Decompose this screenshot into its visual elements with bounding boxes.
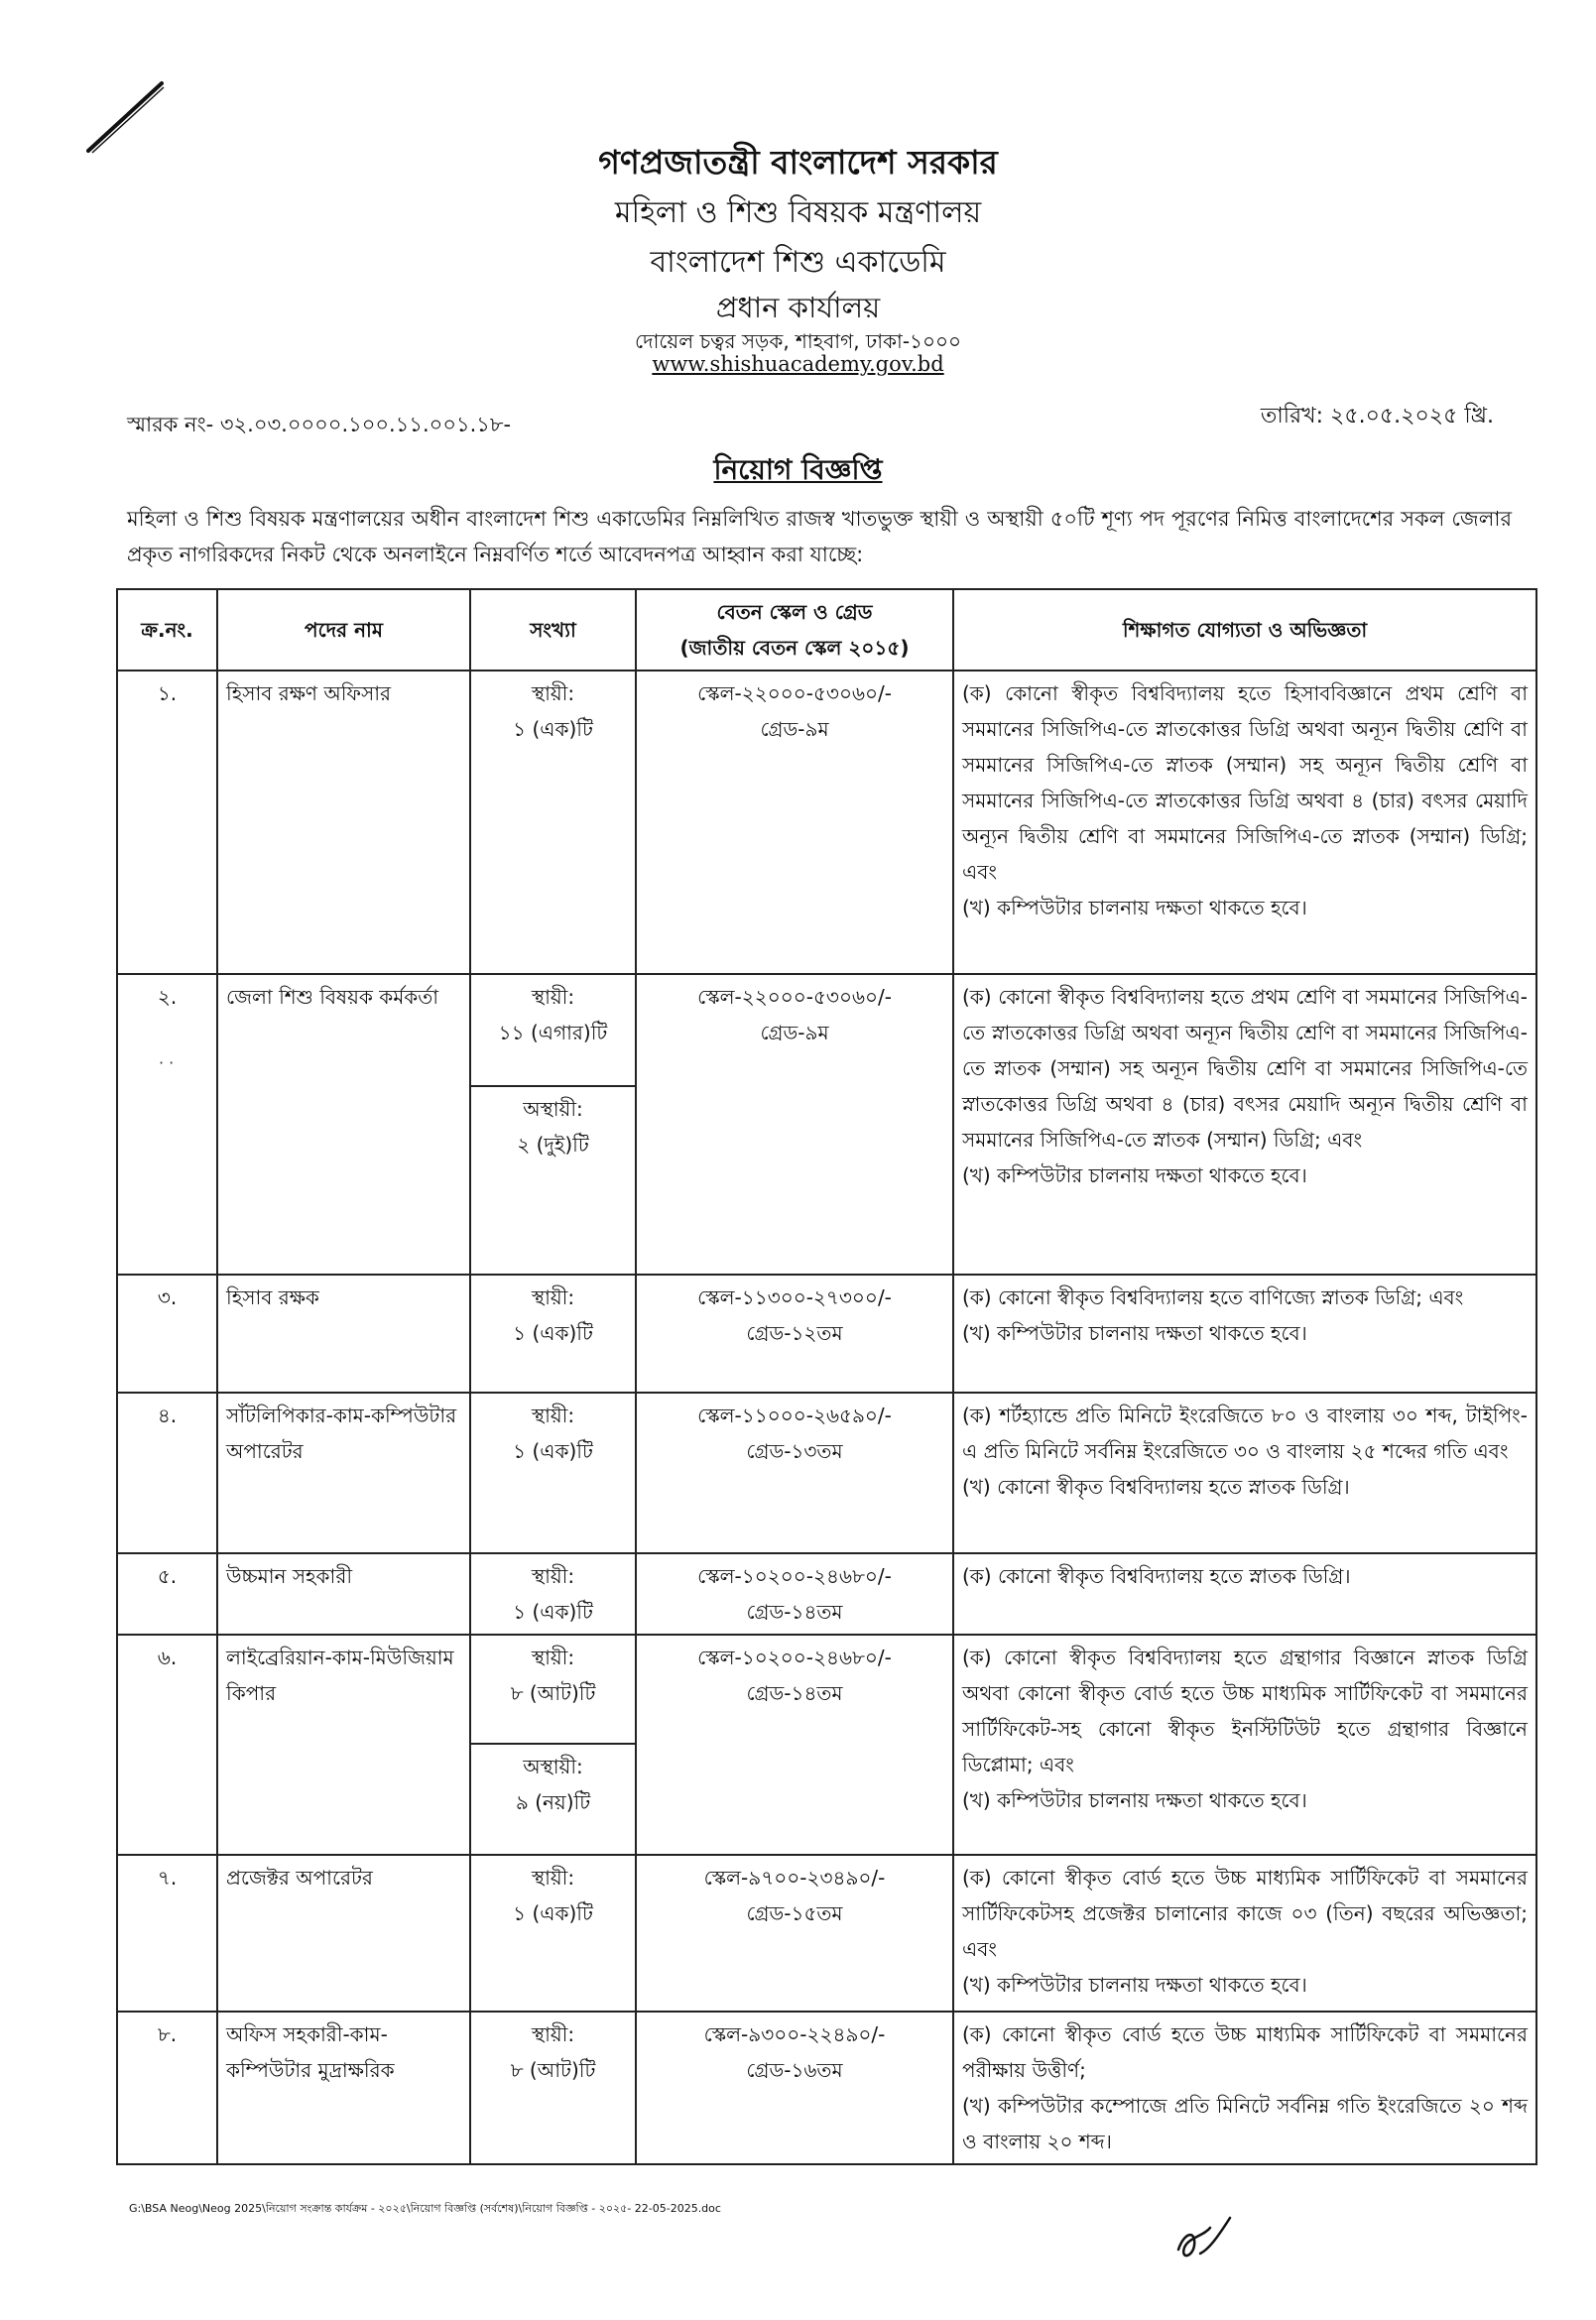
scale-value: স্কেল-১১০০০-২৬৫৯০/- xyxy=(697,1404,892,1427)
file-path-footer: G:\BSA Neog\Neog 2025\নিয়োগ সংক্রান্ত কার্যক্রম - ২০২৫\নিয়োগ বিজ্ঞপ্তি (সর্বশেষ)\নিয়োগ বিজ্ঞপ্তি - ২০২৫- 22-05-2025.doc xyxy=(129,2202,721,2215)
count-value: ১ (এক)টি xyxy=(513,1439,593,1463)
qualification-a: (ক) কোনো স্বীকৃত বোর্ড হতে উচ্চ মাধ্যমিক সার্টিফিকেট বা সমমানের সার্টিফিকেটসহ প্রজেক্টর চালানোর কাজে ০৩ (তিন) বছরের অভিজ্ঞতা; এবং xyxy=(962,1866,1528,1961)
notice-date: তারিখ: ২৫.০৫.২০২৫ খ্রি. xyxy=(1260,404,1494,428)
row-qualification xyxy=(953,1553,1536,1635)
qualification-a: (ক) কোনো স্বীকৃত বিশ্ববিদ্যালয় হতে প্রথম শ্রেণি বা সমমানের সিজিপিএ-তে স্নাতকোত্তর ডিগ্রি অথবা অন্যূন দ্বিতীয় শ্রেণি বা সমমানের সিজিপিএ-তে স্নাতক (সম্মান) সহ অন্যূন দ্বিতীয় শ্রেণি বা সমমানের সিজিপিএ-তে স্নাতকোত্তর ডিগ্রি অথবা ৪ (চার) বৎসর মেয়াদি অন্যূন দ্বিতীয় শ্রেণি বা সমমানের সিজিপিএ-তে স্নাতক (সম্মান) ডিগ্রি; এবং xyxy=(962,985,1528,1152)
row-qualification xyxy=(953,671,1536,974)
count-value: ১ (এক)টি xyxy=(513,1901,593,1925)
count-label: স্থায়ী: xyxy=(531,681,575,705)
header-scale-line1: বেতন স্কেল ও গ্রেড xyxy=(716,600,873,624)
header-scale-line2: (জাতীয় বেতন স্কেল ২০১৫) xyxy=(679,636,910,660)
row-serial: ৩. xyxy=(117,1275,217,1393)
row-serial: ৬. xyxy=(117,1635,217,1855)
table-row xyxy=(117,1393,1536,1553)
row-qualification xyxy=(953,974,1536,1275)
row-scale xyxy=(636,1275,953,1393)
count-label: স্থায়ী: xyxy=(531,2022,575,2046)
handwritten-initial xyxy=(1170,2210,1240,2269)
row-scale xyxy=(636,974,953,1275)
row-post: উচ্চমান সহকারী xyxy=(217,1553,470,1635)
count-value: ৮ (আট)টি xyxy=(510,1681,596,1705)
grade-value: গ্রেড-১৫তম xyxy=(746,1901,843,1925)
grade-value: গ্রেড-১৪তম xyxy=(746,1681,843,1705)
row-qualification xyxy=(953,1275,1536,1393)
table-header-row xyxy=(117,589,1536,671)
row-qualification xyxy=(953,1855,1536,2012)
grade-value: গ্রেড-১২তম xyxy=(746,1321,843,1345)
header-serial: ক্র.নং. xyxy=(117,589,217,671)
qualification-b: (খ) কম্পিউটার চালনায় দক্ষতা থাকতে হবে। xyxy=(962,1163,1307,1187)
row-count xyxy=(470,2012,636,2164)
count-label: স্থায়ী: xyxy=(531,1285,575,1309)
qualification-a: (ক) কোনো স্বীকৃত বিশ্ববিদ্যালয় হতে স্নাতক ডিগ্রি। xyxy=(962,1564,1351,1588)
academy-name: বাংলাদেশ শিশু একাডেমি xyxy=(650,245,946,280)
scale-value: স্কেল-১১৩০০-২৭৩০০/- xyxy=(697,1285,892,1309)
qualification-b: (খ) কম্পিউটার চালনায় দক্ষতা থাকতে হবে। xyxy=(962,1973,1307,1997)
count-value: ১১ (এগার)টি xyxy=(498,1021,608,1044)
government-name: গণপ্রজাতন্ত্রী বাংলাদেশ সরকার xyxy=(598,143,998,182)
row-scale xyxy=(636,671,953,974)
row-count xyxy=(470,1553,636,1635)
count-label: স্থায়ী: xyxy=(531,1564,575,1588)
row-scale xyxy=(636,2012,953,2164)
count2-label: অস্থায়ী: xyxy=(523,1097,583,1121)
count-value: ১ (এক)টি xyxy=(513,1321,593,1345)
row-serial: ৭. xyxy=(117,1855,217,2012)
row-post: অফিস সহকারী-কাম-কম্পিউটার মুদ্রাক্ষরিক xyxy=(217,2012,470,2164)
row-scale xyxy=(636,1635,953,1855)
qualification-a: (ক) কোনো স্বীকৃত বিশ্ববিদ্যালয় হতে হিসাববিজ্ঞানে প্রথম শ্রেণি বা সমমানের সিজিপিএ-তে স্নাতকোত্তর ডিগ্রি অথবা অন্যূন দ্বিতীয় শ্রেণি বা সমমানের সিজিপিএ-তে স্নাতক (সম্মান) সহ অন্যূন দ্বিতীয় শ্রেণি বা সমমানের সিজিপিএ-তে স্নাতকোত্তর ডিগ্রি অথবা ৪ (চার) বৎসর মেয়াদি অন্যূন দ্বিতীয় শ্রেণি বা সমমানের সিজিপিএ-তে স্নাতক (সম্মান) ডিগ্রি; এবং xyxy=(962,681,1528,884)
count-label: স্থায়ী: xyxy=(531,1866,575,1890)
grade-value: গ্রেড-৯ম xyxy=(760,717,829,741)
office-address: দোয়েল চত্বর সড়ক, শাহবাগ, ঢাকা-১০০০ xyxy=(634,329,962,353)
row-post: সাঁটলিপিকার-কাম-কম্পিউটার অপারেটর xyxy=(217,1393,470,1553)
scale-value: স্কেল-২২০০০-৫৩০৬০/- xyxy=(697,681,892,705)
table-row xyxy=(117,1855,1536,2012)
header-count: সংখ্যা xyxy=(470,589,636,671)
row-post: প্রজেক্টর অপারেটর xyxy=(217,1855,470,2012)
row-post: লাইব্রেরিয়ান-কাম-মিউজিয়াম কিপার xyxy=(217,1635,470,1855)
posts-table xyxy=(116,588,1537,2165)
table-row xyxy=(117,1275,1536,1393)
header-post: পদের নাম xyxy=(217,589,470,671)
scale-value: স্কেল-১০২০০-২৪৬৮০/- xyxy=(697,1646,892,1669)
scale-value: স্কেল-১০২০০-২৪৬৮০/- xyxy=(697,1564,892,1588)
count2-value: ২ (দুই)টি xyxy=(517,1133,589,1157)
count-value: ১ (এক)টি xyxy=(513,1600,593,1624)
count-value: ১ (এক)টি xyxy=(513,717,593,741)
grade-value: গ্রেড-১৩তম xyxy=(746,1439,843,1463)
row-count-temporary xyxy=(470,1744,636,1855)
header-qualification: শিক্ষাগত যোগ্যতা ও অভিজ্ঞতা xyxy=(953,589,1536,671)
ministry-name: মহিলা ও শিশু বিষয়ক মন্ত্রণালয় xyxy=(614,195,982,230)
table-row xyxy=(117,2012,1536,2164)
qualification-b: (খ) কোনো স্বীকৃত বিশ্ববিদ্যালয় হতে স্নাতক ডিগ্রি। xyxy=(962,1475,1350,1499)
row-qualification xyxy=(953,1393,1536,1553)
row-count xyxy=(470,671,636,974)
website-link[interactable]: www.shishuacademy.gov.bd xyxy=(652,352,944,376)
count2-label: অস্থায়ী: xyxy=(523,1755,583,1778)
row-post: হিসাব রক্ষণ অফিসার xyxy=(217,671,470,974)
count-label: স্থায়ী: xyxy=(531,985,575,1009)
row-count xyxy=(470,1635,636,1744)
grade-value: গ্রেড-৯ম xyxy=(760,1021,829,1044)
row-count xyxy=(470,1275,636,1393)
row-count-temporary xyxy=(470,1086,636,1275)
table-row xyxy=(117,974,1536,1086)
count-label: স্থায়ী: xyxy=(531,1646,575,1669)
header-scale xyxy=(636,589,953,671)
row-scale xyxy=(636,1553,953,1635)
row-scale xyxy=(636,1855,953,2012)
row-qualification xyxy=(953,2012,1536,2164)
qualification-b: (খ) কম্পিউটার কম্পোজে প্রতি মিনিটে সর্বনিম্ন গতি ইংরেজিতে ২০ শব্দ ও বাংলায় ২০ শব্দ। xyxy=(962,2094,1528,2153)
scale-value: স্কেল-৯৭০০-২৩৪৯০/- xyxy=(703,1866,886,1890)
table-row xyxy=(117,671,1536,974)
memo-number: স্মারক নং- ৩২.০৩.০০০০.১০০.১১.০০১.১৮- xyxy=(127,413,512,436)
qualification-b: (খ) কম্পিউটার চালনায় দক্ষতা থাকতে হবে। xyxy=(962,1788,1307,1812)
qualification-a: (ক) শর্টহ্যান্ডে প্রতি মিনিটে ইংরেজিতে ৮০ ও বাংলায় ৩০ শব্দ, টাইপিং-এ প্রতি মিনিটে সর্বনিম্ন ইংরেজিতে ৩০ ও বাংলায় ২৫ শব্দের গতি এবং xyxy=(962,1404,1528,1463)
table-row xyxy=(117,1553,1536,1635)
qualification-a: (ক) কোনো স্বীকৃত বোর্ড হতে উচ্চ মাধ্যমিক সার্টিফিকেট বা সমমানের পরীক্ষায় উত্তীর্ণ; xyxy=(962,2022,1528,2082)
grade-value: গ্রেড-১৬তম xyxy=(746,2058,843,2082)
row-post: জেলা শিশু বিষয়ক কর্মকর্তা xyxy=(217,974,470,1275)
grade-value: গ্রেড-১৪তম xyxy=(746,1600,843,1624)
row-qualification xyxy=(953,1635,1536,1855)
row-post: হিসাব রক্ষক xyxy=(217,1275,470,1393)
scale-value: স্কেল-৯৩০০-২২৪৯০/- xyxy=(703,2022,886,2046)
row-serial: ৪. xyxy=(117,1393,217,1553)
table-row xyxy=(117,1635,1536,1744)
count2-value: ৯ (নয়)টি xyxy=(515,1790,591,1814)
qualification-a: (ক) কোনো স্বীকৃত বিশ্ববিদ্যালয় হতে বাণিজ্যে স্নাতক ডিগ্রি; এবং xyxy=(962,1285,1464,1309)
row-serial: ৫. xyxy=(117,1553,217,1635)
count-value: ৮ (আট)টি xyxy=(510,2058,596,2082)
row-serial: ৮. xyxy=(117,2012,217,2164)
qualification-b: (খ) কম্পিউটার চালনায় দক্ষতা থাকতে হবে। xyxy=(962,896,1307,919)
row-serial: ১. xyxy=(117,671,217,974)
row-count xyxy=(470,974,636,1086)
qualification-a: (ক) কোনো স্বীকৃত বিশ্ববিদ্যালয় হতে গ্রন্থাগার বিজ্ঞানে স্নাতক ডিগ্রি অথবা কোনো স্বীকৃত বোর্ড হতে উচ্চ মাধ্যমিক সার্টিফিকেট বা সমমানের সার্টিফিকেট-সহ কোনো স্বীকৃত ইনস্টিটিউট হতে গ্রন্থাগার বিজ্ঞানে ডিপ্লোমা; এবং xyxy=(962,1646,1528,1776)
row-serial: ২. xyxy=(117,974,217,1275)
intro-paragraph: মহিলা ও শিশু বিষয়ক মন্ত্রণালয়ের অধীন বাংলাদেশ শিশু একাডেমির নিম্নলিখিত রাজস্ব খাতভুক্ত স্থায়ী ও অস্থায়ী ৫০টি শূণ্য পদ পূরণের নিমিত্ত বাংলাদেশের সকল জেলার প্রকৃত নাগরিকদের নিকট থেকে অনলাইনে নিম্নবর্ণিত শর্তে আবেদনপত্র আহ্বান করা যাচ্ছে: xyxy=(127,507,1512,566)
row-count xyxy=(470,1393,636,1553)
office-name: প্রধান কার্যালয় xyxy=(715,291,881,324)
qualification-b: (খ) কম্পিউটার চালনায় দক্ষতা থাকতে হবে। xyxy=(962,1321,1307,1345)
notice-title: নিয়োগ বিজ্ঞপ্তি xyxy=(713,453,883,486)
count-label: স্থায়ী: xyxy=(531,1404,575,1427)
row-scale xyxy=(636,1393,953,1553)
row-count xyxy=(470,1855,636,2012)
stray-marks: · · xyxy=(159,1053,175,1072)
scale-value: স্কেল-২২০০০-৫৩০৬০/- xyxy=(697,985,892,1009)
